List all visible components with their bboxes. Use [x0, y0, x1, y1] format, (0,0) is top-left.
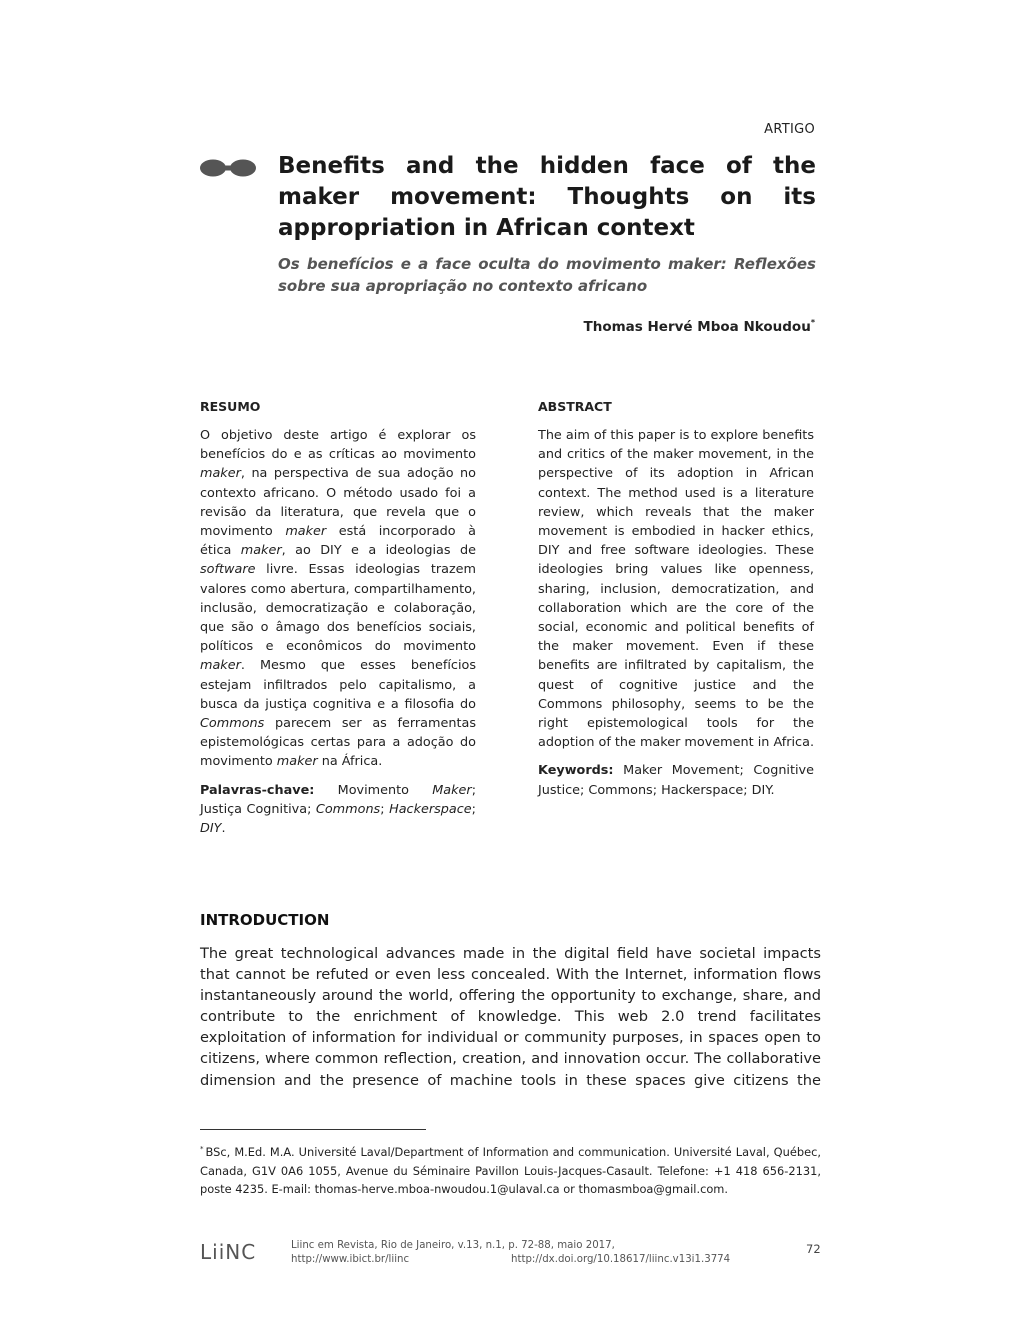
page-number: 72	[806, 1242, 821, 1256]
author-footnote: * BSc, M.Ed. M.A. Université Laval/Department of Information and communication. Université Laval, Québec, Canada, G1V 0A6 1055, Avenue du Séminaire Pavillon Louis-Jacques-Casault. Telefone: +1 418 656-2131, poste 4235. E-mail: thomas-herve.mboa-nwoudou.1@ulaval.ca or thomasmboa@gmail.com.	[200, 1145, 821, 1197]
article-title: Benefits and the hidden face of the maker movement: Thoughts on its appropriation in African context	[278, 153, 816, 241]
abstract-heading: ABSTRACT	[538, 399, 612, 414]
introduction-heading: INTRODUCTION	[200, 911, 330, 929]
section-label: ARTIGO	[764, 122, 815, 137]
resumo-section	[200, 426, 476, 838]
author-name: Thomas Hervé Mboa Nkoudou*	[583, 318, 815, 335]
resumo-keywords: Palavras-chave: Movimento Maker; Justiça Cognitiva; Commons; Hackerspace; DIY.	[200, 782, 476, 837]
liinc-bowtie-icon	[200, 158, 256, 178]
resumo-keywords-label: Palavras-chave:	[200, 782, 315, 798]
resumo-heading: RESUMO	[200, 399, 261, 414]
abstract-keywords: Keywords: Maker Movement; Cognitive Justice; Commons; Hackerspace; DIY.	[538, 763, 814, 798]
journal-url-link[interactable]: http://www.ibict.br/liinc	[291, 1254, 410, 1265]
journal-urls	[291, 1254, 731, 1265]
author-footnote-mark: *	[810, 318, 815, 327]
liinc-logo-icon	[200, 1240, 266, 1266]
resumo-body: O objetivo deste artigo é explorar os benefícios do e as críticas ao movimento maker, na perspectiva de sua adoção no contexto africano. O método usado foi a revisão da literatura, que revela que o movimento maker está incorporado à ética maker, ao DIY e a ideologias de software livre. Essas ideologias trazem valores como abertura, compartilhamento, inclusão, democratização e colaboração, que são o âmago dos benefícios sociais, políticos e econômicos do movimento maker. Mesmo que esses benefícios estejam infiltrados pelo capitalismo, a busca da justiça cognitiva e a filosofia do Commons parecem ser as ferramentas epistemológicas certas para a adoção do movimento maker na África.	[200, 428, 476, 770]
abstract-keywords-label: Keywords:	[538, 763, 614, 779]
svg-text:LiiNC: LiiNC	[200, 1240, 257, 1264]
journal-citation: Liinc em Revista, Rio de Janeiro, v.13, n.1, p. 72-88, maio 2017,	[291, 1240, 615, 1251]
abstract-body: The aim of this paper is to explore benefits and critics of the maker movement, in the perspective of its adoption in African context. The method used is a literature review, which reveals that the maker movement is embodied in hacker ethics, DIY and free software ideologies. These ideologies bring values like openness, sharing, inclusion, democratization, and collaboration which are the core of the social, economic and political benefits of the maker movement. Even if these benefits are infiltrated by capitalism, the quest of cognitive justice and the Commons philosophy, seems to be the right epistemological tools for the adoption of the maker movement in Africa.	[538, 428, 815, 751]
article-title-portuguese: Os benefícios e a face oculta do movimento maker: Reflexões sobre sua apropriação no contexto africano	[278, 255, 816, 295]
introduction-body: The great technological advances made in the digital field have societal impacts that cannot be refuted or even less concealed. With the Internet, information flows instantaneously around the world, offering the opportunity to exchange, share, and contribute to the enrichment of knowledge. This web 2.0 trend facilitates exploitation of information for individual or community purposes, in spaces open to citizens, where common reflection, creation, and innovation occur. The collaborative dimension and the presence of machine tools in these spaces give citizens the	[200, 945, 821, 1089]
doi-link[interactable]: http://dx.doi.org/10.18617/liinc.v13i1.3774	[511, 1254, 731, 1265]
abstract-section	[538, 426, 814, 800]
footnote-divider	[200, 1129, 426, 1130]
